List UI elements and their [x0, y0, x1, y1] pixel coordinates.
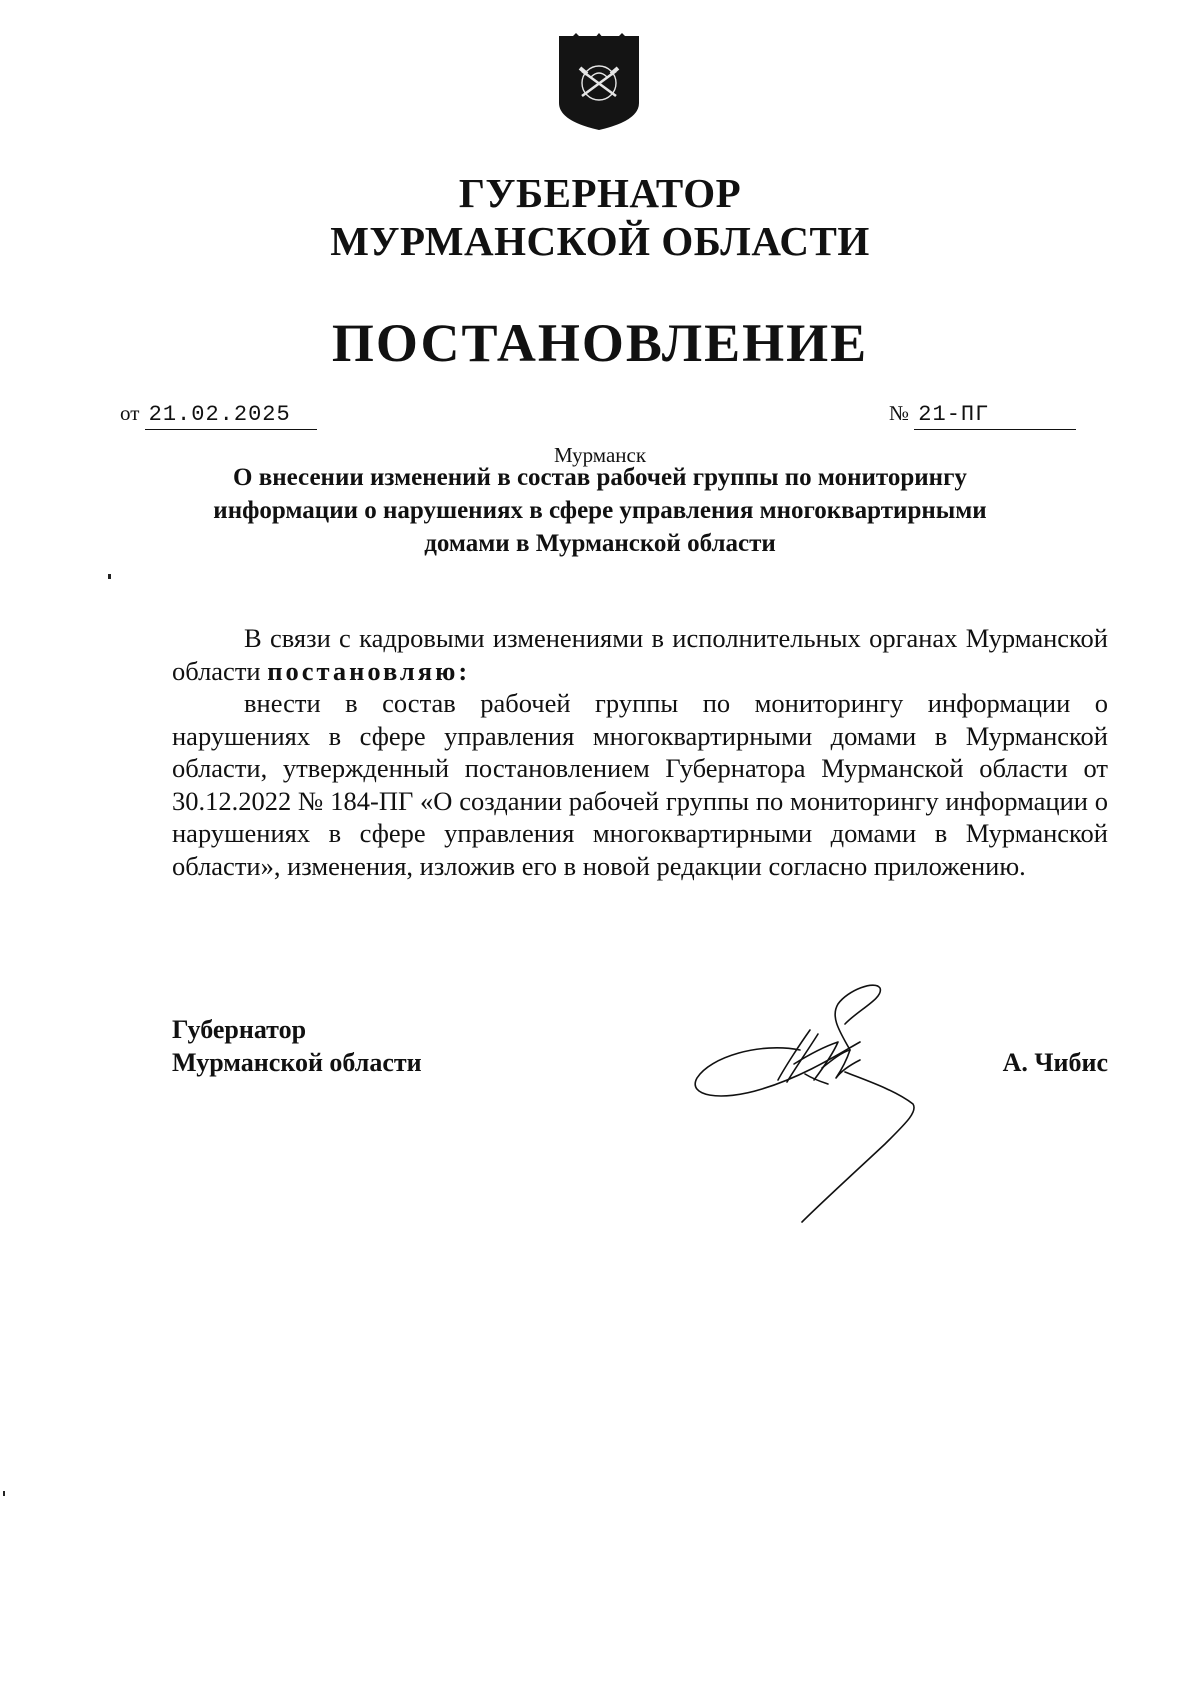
city-label: Мурманск — [553, 443, 647, 467]
date-field — [120, 400, 317, 430]
body-paragraph-1-text: В связи с кадровыми изменениями в исполнительных органах Мурманской области — [172, 623, 1108, 686]
signatory-name: А. Чибис — [1002, 1048, 1108, 1077]
number-field — [889, 400, 1076, 430]
coat-of-arms-icon — [556, 33, 642, 133]
handwritten-signature — [690, 972, 970, 1227]
scan-speck — [108, 574, 111, 579]
signatory-position — [172, 1013, 422, 1079]
document-type-title: ПОСТАНОВЛЕНИЕ — [331, 313, 869, 373]
body-paragraph-1 — [172, 622, 1108, 687]
document-subject: О внесении изменений в состав рабочей группы по мониторингу информации о нарушениях в сфере управления многоквартирными домами в Мурманской области — [213, 464, 987, 557]
org-title-line1: ГУБЕРНАТОР — [458, 170, 742, 216]
scan-speck — [3, 1491, 5, 1496]
date-value: 21.02.2025 — [145, 402, 317, 430]
signatory-position-line1: Губернатор — [172, 1015, 307, 1044]
resolve-keyword: постановляю: — [267, 655, 471, 686]
number-prefix: № — [889, 401, 910, 425]
body-paragraph-2: внести в состав рабочей группы по мониторингу информации о нарушениях в сфере управления многоквартирными домами в Мурманской области, утвержденный постановлением Губернатора Мурманской области от 30.12.2022 № 184-ПГ «О создании рабочей группы по мониторингу информации о нарушениях в сфере управления многоквартирными домами в Мурманской области», изменения, изложив его в новой редакции согласно приложению. — [172, 688, 1108, 881]
signatory-position-line2: Мурманской области — [172, 1048, 422, 1077]
date-prefix: от — [120, 401, 140, 425]
number-value: 21-ПГ — [914, 402, 1076, 430]
org-title-line2: МУРМАНСКОЙ ОБЛАСТИ — [330, 218, 870, 264]
